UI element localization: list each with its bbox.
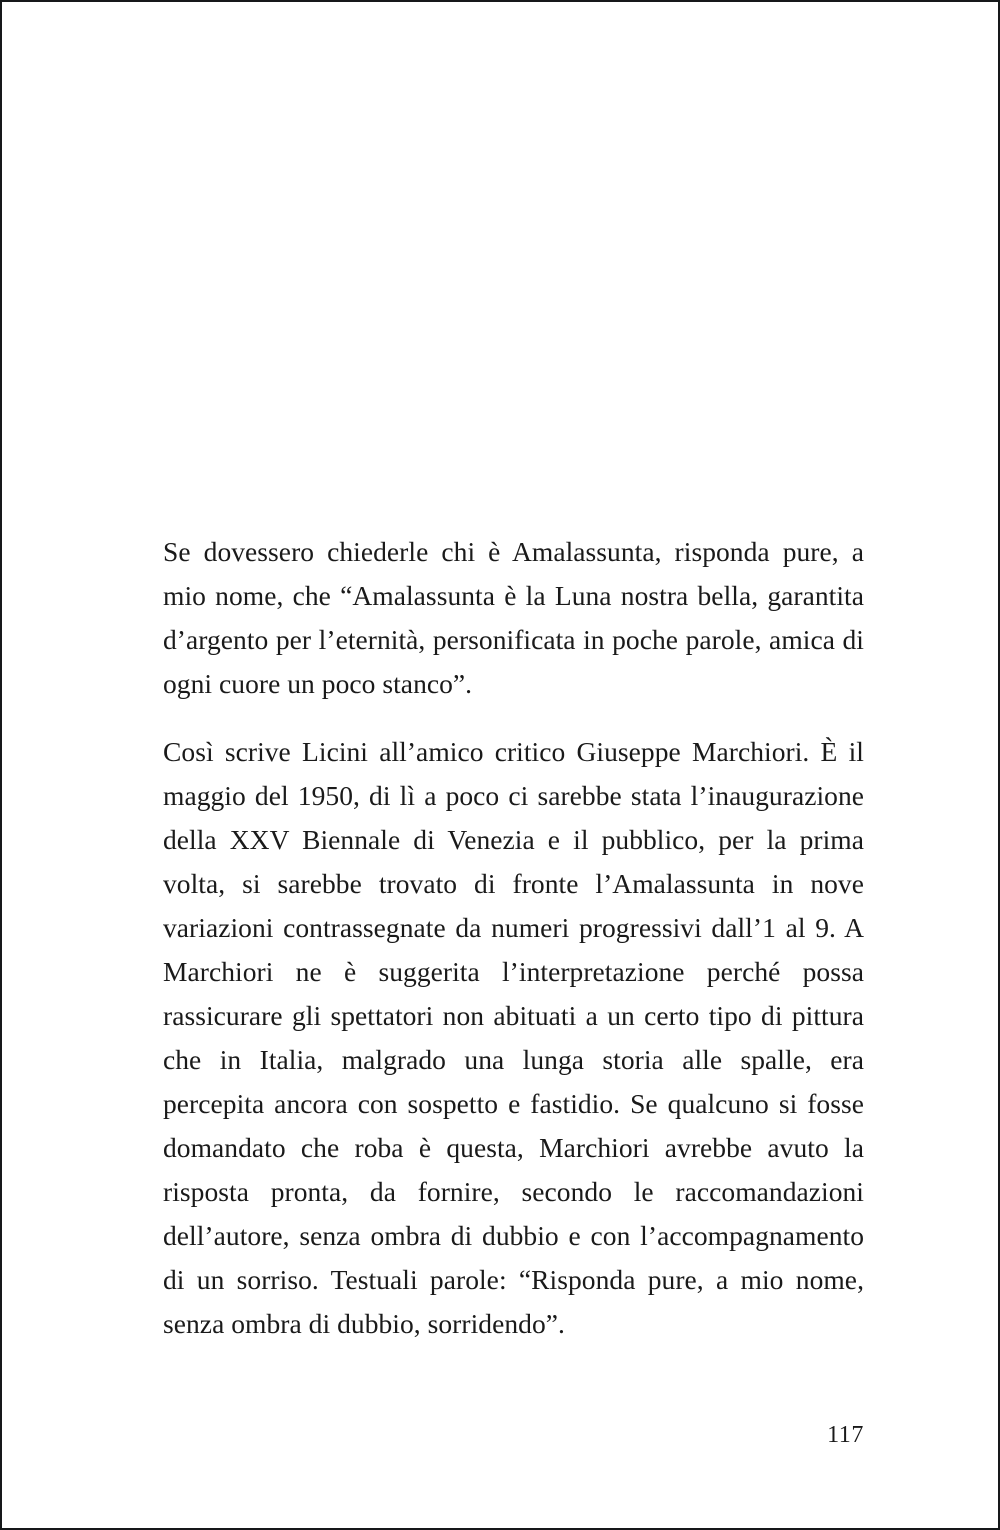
body-paragraph-1: Se dovessero chiederle chi è Amalassunta, risponda pure, a mio nome, che “Amalassunta è la Luna nostra bella, garantita d’argento per l’eternità, personificata in poche parole, amica di ogni cuore un poco stanco”.: [163, 536, 864, 699]
body-paragraph-2: Così scrive Licini all’amico critico Giuseppe Marchiori. È il maggio del 1950, di lì a poco ci sarebbe stata l’inaugurazione della XXV Biennale di Venezia e il pubblico, per la prima volta, si sarebbe trovato di fronte l’Amalassunta in nove variazioni contrassegnate da numeri progressivi dall’1 al 9. A Marchiori ne è suggerita l’interpretazione perché possa rassicurare gli spettatori non abituati a un certo tipo di pittura che in Italia, malgrado una lunga storia alle spalle, era percepita ancora con sospetto e fastidio. Se qualcuno si fosse domandato che roba è questa, Marchiori avrebbe avuto la risposta pronta, da fornire, secondo le raccomandazioni dell’autore, senza ombra di dubbio e con l’accompagnamento di un sorriso. Testuali parole: “Risponda pure, a mio nome, senza ombra di dubbio, sorridendo”.: [163, 736, 864, 1339]
page-text-block: [163, 530, 864, 1346]
folio-area: [163, 1420, 864, 1450]
page-number: 117: [827, 1422, 864, 1448]
